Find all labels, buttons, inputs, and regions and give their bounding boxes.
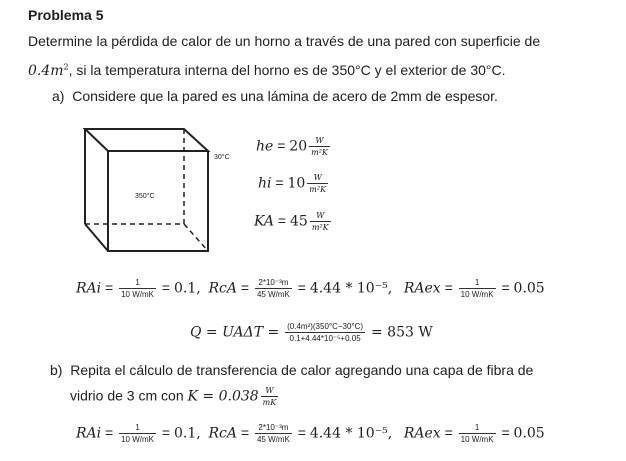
area-value: 0.4m (28, 63, 64, 79)
part-a-marker: a) (52, 88, 65, 104)
given-hi: hi = 10 $\frac{W}{\text{m²K}}$ (258, 173, 327, 194)
resistances-b: RAi = $\frac{1}{10 W/mK}$ = 0.1, RcA = $\frac{\text{2*10⁻³m}}{45 W/mK}$ = 4.44 * 10⁻⁵, RAex = $\frac{1}{10 W/mK}$ = 0.05 (76, 423, 545, 444)
heat-loss-equation: Q = UAΔT = $\frac{\text{(0.4m²)(350°C−30°C)}}{\text{0.1+4.44*10⁻⁵+0.05}}$ = 853 W (190, 322, 433, 343)
part-a (52, 88, 498, 104)
inner-temp-label: 350°C (135, 193, 155, 200)
part-a-text: Considere que la pared es una lámina de acero de 2mm de espesor. (72, 88, 498, 104)
given-he: he = 20 $\frac{W}{\text{m²K}}$ (256, 136, 328, 157)
given-ka: KA = 45 $\frac{W}{\text{m²K}}$ (254, 211, 329, 232)
intro-line-2 (28, 62, 506, 79)
part-b-line-2: vidrio de 3 cm con K = 0.038 $\frac{W}{mK}$ (70, 386, 277, 407)
resistances-a: RAi = $\frac{1}{10 W/mK}$ = 0.1, RcA = $\frac{\text{2*10⁻³m}}{45 W/mK}$ = 4.44 * 10⁻⁵, RAex = $\frac{1}{10 W/mK}$ = 0.05 (76, 278, 545, 299)
intro-line-2-text: , si la temperatura interna del horno es de 350°C y el exterior de 30°C. (68, 62, 506, 78)
part-b-line-1: b) Repita el cálculo de transferencia de calor agregando una capa de fibra de (50, 362, 534, 378)
oven-cube-diagram (80, 124, 240, 254)
outer-temp-label: 30°C (214, 154, 230, 161)
intro-line-1: Determine la pérdida de calor de un horno a través de una pared con superficie de (28, 33, 541, 49)
area-exponent: 2 (63, 62, 69, 72)
problem-title: Problema 5 (28, 7, 104, 23)
